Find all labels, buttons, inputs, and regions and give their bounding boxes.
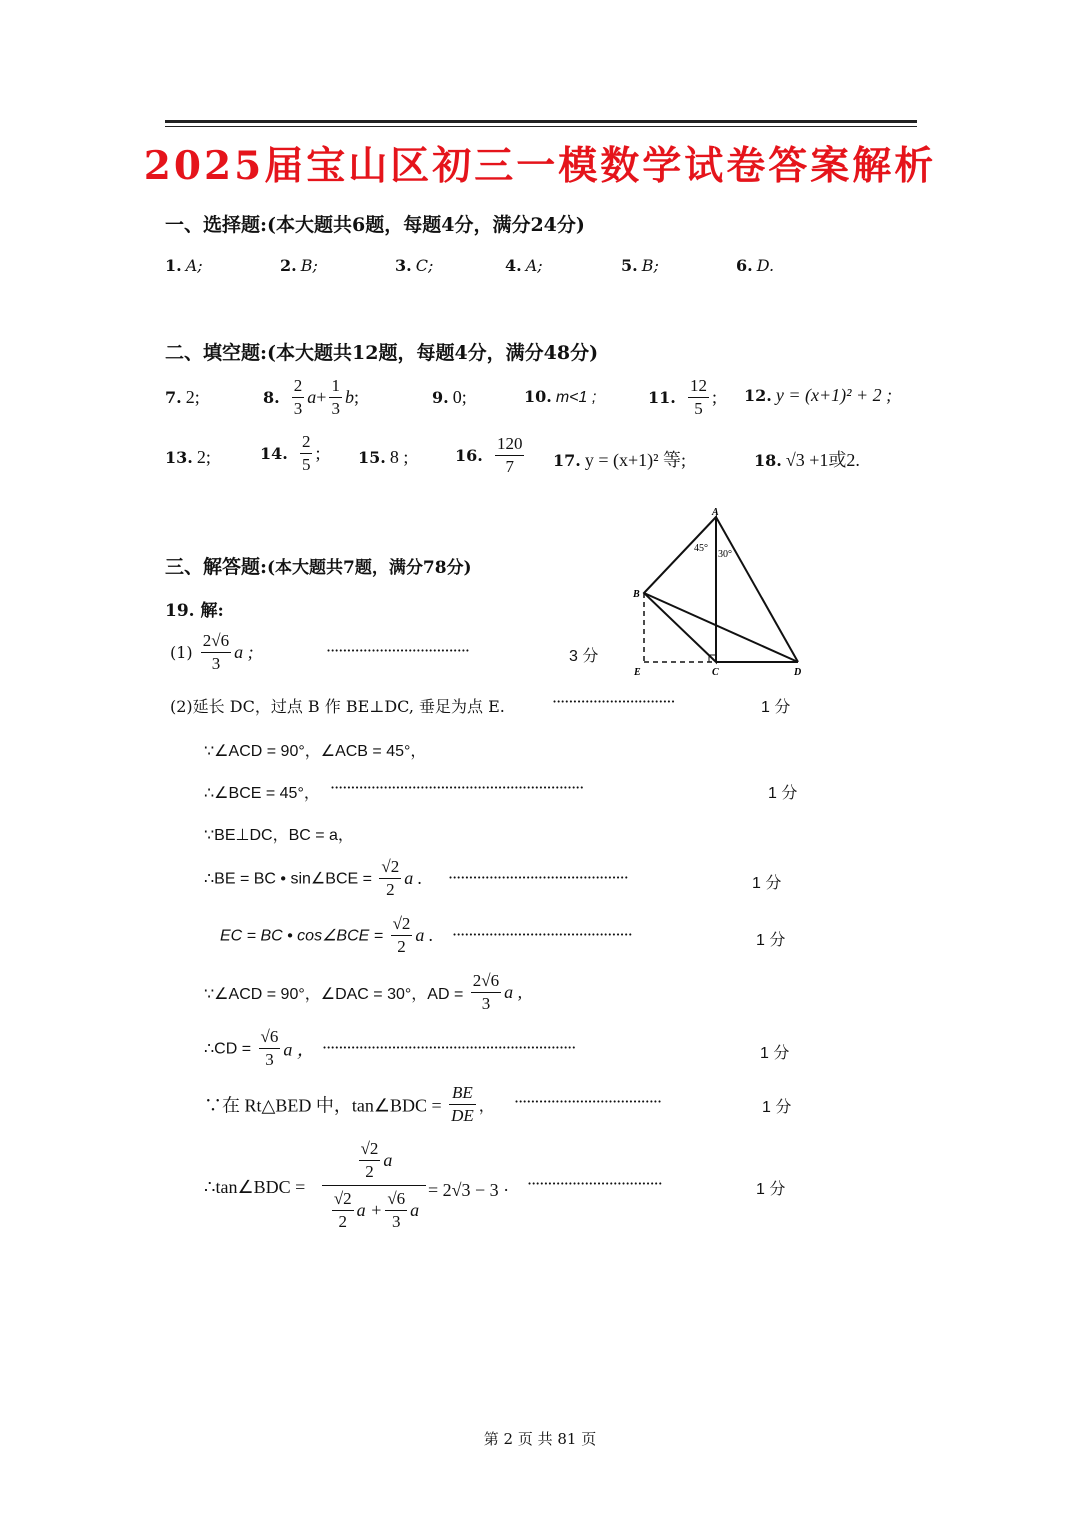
top-rule-thick — [165, 120, 917, 123]
q19-line4: ∴BE = BC • sin∠BCE = $\frac{√2}{2}$ a . — [204, 857, 423, 899]
fill-answer-17: 17. y = (x+1)² 等; — [553, 450, 687, 470]
mc-answer-1: 1. A; — [165, 256, 203, 275]
mc-answer-5: 5. B; — [621, 256, 659, 275]
section2-heading: 二、填空题:(本大题共12题，每题4分，满分48分) — [165, 342, 599, 364]
q19-line8-dots: ···································· — [514, 1092, 662, 1111]
mc-answer-2: 2. B; — [280, 256, 318, 275]
fill-answer-15: 15. 8 ; — [358, 447, 409, 467]
segment-ad — [716, 517, 798, 662]
triangle-abc — [644, 517, 716, 662]
label-d: D — [794, 667, 802, 677]
label-angle-45: 45° — [694, 543, 708, 554]
fill-answer-11: 11. $\frac{12}{5}$ ; — [648, 376, 717, 418]
label-e: E — [634, 667, 641, 677]
section3-heading: 三、解答题:(本大题共7题，满分78分) — [165, 556, 472, 578]
q19-part1-score: 3 分 — [569, 648, 599, 665]
label-c: C — [712, 667, 719, 677]
q19-part1: (1) $\frac{2√6}{3}$ a ; — [170, 631, 254, 673]
q19-line9-dots: ································· — [527, 1174, 662, 1193]
q19-part1-dots: ··································· — [326, 641, 470, 660]
top-rule-thin — [165, 126, 917, 127]
q19-line2-dots: ······························································ — [330, 778, 584, 797]
page-footer: 第 2 页 共 81 页 — [483, 1430, 597, 1448]
fill-answer-12: 12. y = (x+1)² + 2 ; — [744, 385, 893, 405]
q19-line3: ∵BE⊥DC，BC = a， — [204, 827, 354, 844]
section1-heading: 一、选择题:(本大题共6题，每题4分，满分24分) — [165, 214, 585, 236]
q19-part2-score: 1 分 — [761, 699, 791, 716]
label-angle-30: 30° — [718, 549, 732, 560]
mc-answer-3: 3. C; — [395, 256, 434, 275]
q19-line9-result: = 2√3 − 3 · — [428, 1180, 510, 1200]
q19-line1: ∵∠ACD = 90°，∠ACB = 45°， — [204, 743, 427, 760]
fill-answer-10: 10. m<1 ; — [524, 387, 597, 406]
q19-part2: (2)延长 DC，过点 B 作 BE⊥DC, 垂足为点 E. — [170, 697, 505, 716]
q19-line2: ∴∠BCE = 45°， — [204, 785, 320, 802]
q19-line4-score: 1 分 — [752, 875, 782, 892]
label-a: A — [712, 507, 719, 518]
q19-line4-dots: ············································ — [448, 868, 628, 887]
fill-answer-18: 18. √3 +1或2. — [754, 450, 860, 470]
fill-answer-8: 8. $\frac{2}{3}$ a+ $\frac{1}{3}$ b; — [263, 376, 359, 418]
fill-answer-14: 14. $\frac{2}{5}$ ; — [260, 432, 321, 474]
page-title: 2025届宝山区初三一模数学试卷答案解析 — [143, 143, 937, 189]
label-b: B — [633, 589, 640, 600]
q19-part2-dots: ······························ — [552, 692, 675, 711]
q19-line7-score: 1 分 — [760, 1045, 790, 1062]
q19-label: 19. 解: — [165, 601, 224, 621]
q19-line2-score: 1 分 — [768, 785, 798, 802]
mc-answer-4: 4. A; — [505, 256, 543, 275]
segment-bd — [644, 593, 798, 662]
q19-line6: ∵∠ACD = 90°，∠DAC = 30°，AD = $\frac{2√6}{3}$ a , — [204, 971, 523, 1013]
q19-line5-dots: ············································ — [452, 925, 632, 944]
q19-line8: ∵在 Rt△BED 中，tan∠BDC = $\frac{BE}{DE}$ ， — [204, 1083, 495, 1125]
q19-line8-score: 1 分 — [762, 1099, 792, 1116]
q19-line5-score: 1 分 — [756, 932, 786, 949]
fill-answer-13: 13. 2; — [165, 447, 211, 467]
geometry-figure — [628, 505, 808, 677]
q19-line5: EC = BC • cos∠BCE = $\frac{√2}{2}$ a . — [220, 914, 434, 956]
q19-line9-score: 1 分 — [756, 1181, 786, 1198]
q19-line9-compound-fraction: $\frac{√2}{2}$ a $\frac{√2}{2}$ a + $\frac{√6}{3}$ a — [322, 1138, 426, 1233]
fill-answer-16: 16. $\frac{120}{7}$ — [455, 434, 523, 476]
fill-answer-7: 7. 2; — [165, 387, 200, 407]
q19-line7: ∴CD = $\frac{√6}{3}$ a ， — [204, 1027, 315, 1069]
fill-answer-9: 9. 0; — [432, 387, 467, 407]
q19-line9-lhs: ∴tan∠BDC = — [204, 1177, 306, 1197]
q19-line7-dots: ······························································ — [322, 1038, 576, 1057]
mc-answer-6: 6. D. — [736, 256, 775, 275]
